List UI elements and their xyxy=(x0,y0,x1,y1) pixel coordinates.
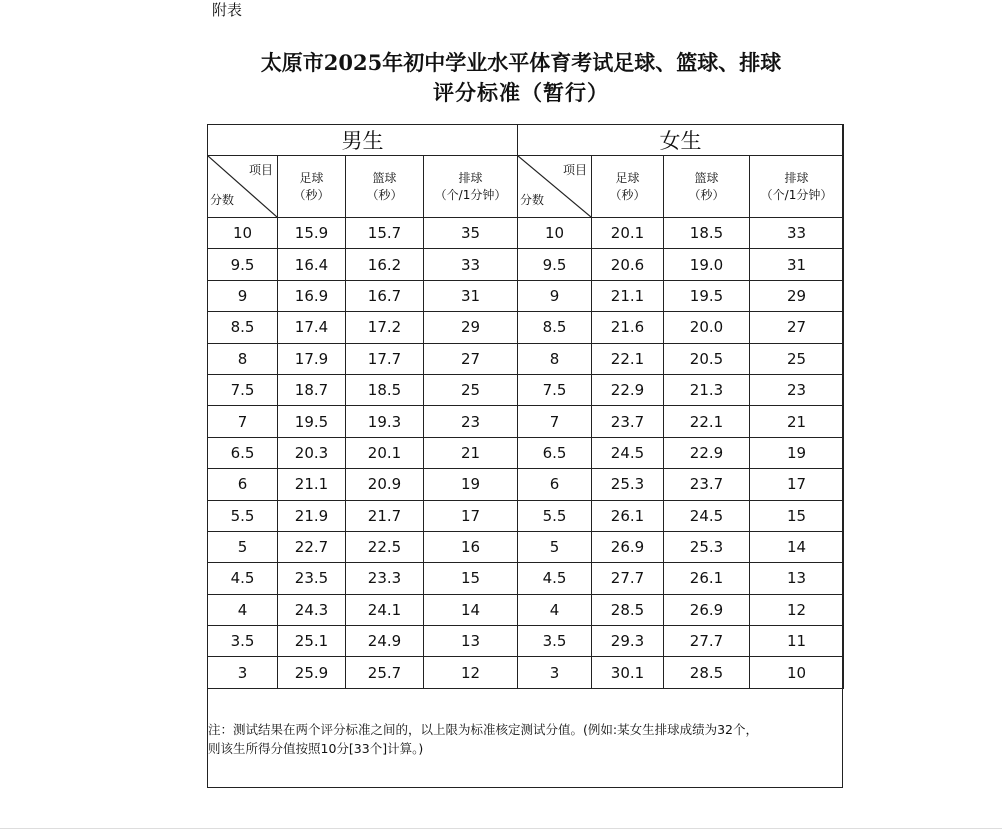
male-basketball-cell: 17.2 xyxy=(346,312,424,343)
male-volleyball-header xyxy=(424,156,518,218)
female-football-cell: 26.9 xyxy=(592,531,664,562)
female-volleyball-cell: 21 xyxy=(750,406,844,437)
score-table xyxy=(207,124,844,689)
female-volleyball-cell: 29 xyxy=(750,280,844,311)
appendix-label: 附表 xyxy=(212,1,243,19)
female-score-cell: 6.5 xyxy=(518,437,592,468)
male-volleyball-cell: 29 xyxy=(424,312,518,343)
male-volleyball-cell: 23 xyxy=(424,406,518,437)
score-label: 分数 xyxy=(520,193,545,207)
female-basketball-cell: 26.1 xyxy=(664,563,750,594)
female-basketball-cell: 20.5 xyxy=(664,343,750,374)
male-basketball-cell: 17.7 xyxy=(346,343,424,374)
female-volleyball-cell: 11 xyxy=(750,626,844,657)
male-volleyball-cell: 19 xyxy=(424,469,518,500)
table-row xyxy=(208,374,844,405)
male-football-cell: 17.4 xyxy=(278,312,346,343)
female-basketball-cell: 25.3 xyxy=(664,531,750,562)
female-basketball-cell: 20.0 xyxy=(664,312,750,343)
male-volleyball-cell: 31 xyxy=(424,280,518,311)
male-basketball-cell: 25.7 xyxy=(346,657,424,688)
female-score-cell: 7 xyxy=(518,406,592,437)
female-football-cell: 22.9 xyxy=(592,374,664,405)
female-football-cell: 20.1 xyxy=(592,218,664,249)
male-basketball-cell: 20.1 xyxy=(346,437,424,468)
basketball-unit: （秒） xyxy=(688,187,725,202)
volleyball-unit: （个/1分钟） xyxy=(434,187,507,202)
male-football-cell: 21.9 xyxy=(278,500,346,531)
male-football-cell: 24.3 xyxy=(278,594,346,625)
table-row xyxy=(208,563,844,594)
male-football-cell: 25.9 xyxy=(278,657,346,688)
table-row xyxy=(208,500,844,531)
male-volleyball-cell: 17 xyxy=(424,500,518,531)
male-football-header xyxy=(278,156,346,218)
female-basketball-cell: 26.9 xyxy=(664,594,750,625)
female-score-cell: 5.5 xyxy=(518,500,592,531)
table-row xyxy=(208,469,844,500)
table-row xyxy=(208,531,844,562)
female-basketball-cell: 19.0 xyxy=(664,249,750,280)
female-basketball-cell: 19.5 xyxy=(664,280,750,311)
male-score-cell: 4.5 xyxy=(208,563,278,594)
female-volleyball-cell: 10 xyxy=(750,657,844,688)
female-volleyball-cell: 19 xyxy=(750,437,844,468)
table-row xyxy=(208,312,844,343)
male-football-cell: 25.1 xyxy=(278,626,346,657)
group-female: 女生 xyxy=(518,125,844,156)
male-basketball-cell: 21.7 xyxy=(346,500,424,531)
table-body xyxy=(208,218,844,689)
male-score-cell: 7 xyxy=(208,406,278,437)
male-basketball-cell: 20.9 xyxy=(346,469,424,500)
basketball-unit: （秒） xyxy=(366,187,403,202)
female-volleyball-cell: 25 xyxy=(750,343,844,374)
female-volleyball-cell: 12 xyxy=(750,594,844,625)
column-header-row xyxy=(208,156,844,218)
table-row xyxy=(208,657,844,688)
group-header-row xyxy=(208,125,844,156)
female-volleyball-header xyxy=(750,156,844,218)
document-subtitle: 评分标准（暂行） xyxy=(433,80,609,105)
female-football-cell: 28.5 xyxy=(592,594,664,625)
female-diagonal-header xyxy=(518,156,592,218)
document-title: 太原市2025年初中学业水平体育考试足球、篮球、排球 xyxy=(260,50,782,75)
male-basketball-cell: 15.7 xyxy=(346,218,424,249)
football-label: 足球 xyxy=(299,170,324,185)
female-volleyball-cell: 27 xyxy=(750,312,844,343)
male-football-cell: 22.7 xyxy=(278,531,346,562)
male-basketball-cell: 23.3 xyxy=(346,563,424,594)
male-score-cell: 3 xyxy=(208,657,278,688)
male-score-cell: 4 xyxy=(208,594,278,625)
female-basketball-cell: 21.3 xyxy=(664,374,750,405)
female-score-cell: 6 xyxy=(518,469,592,500)
male-volleyball-cell: 25 xyxy=(424,374,518,405)
male-score-cell: 5 xyxy=(208,531,278,562)
football-unit: （秒） xyxy=(293,187,330,202)
female-volleyball-cell: 17 xyxy=(750,469,844,500)
male-football-cell: 16.4 xyxy=(278,249,346,280)
male-volleyball-cell: 12 xyxy=(424,657,518,688)
male-volleyball-cell: 13 xyxy=(424,626,518,657)
male-volleyball-cell: 35 xyxy=(424,218,518,249)
item-label: 项目 xyxy=(248,163,273,177)
male-score-cell: 10 xyxy=(208,218,278,249)
male-score-cell: 8.5 xyxy=(208,312,278,343)
male-basketball-cell: 24.9 xyxy=(346,626,424,657)
male-basketball-cell: 19.3 xyxy=(346,406,424,437)
male-football-cell: 15.9 xyxy=(278,218,346,249)
female-volleyball-cell: 13 xyxy=(750,563,844,594)
female-football-cell: 25.3 xyxy=(592,469,664,500)
footnote xyxy=(208,720,838,758)
male-basketball-cell: 24.1 xyxy=(346,594,424,625)
volleyball-label: 排球 xyxy=(458,170,483,185)
female-volleyball-cell: 15 xyxy=(750,500,844,531)
male-football-cell: 16.9 xyxy=(278,280,346,311)
male-football-cell: 21.1 xyxy=(278,469,346,500)
female-basketball-cell: 24.5 xyxy=(664,500,750,531)
footnote-line-1: 注：测试结果在两个评分标准之间的，以上限为标准核定测试分值。(例如:某女生排球成绩为32个， xyxy=(208,722,758,737)
table-row xyxy=(208,437,844,468)
male-football-cell: 18.7 xyxy=(278,374,346,405)
female-score-cell: 10 xyxy=(518,218,592,249)
female-score-cell: 3 xyxy=(518,657,592,688)
female-football-cell: 29.3 xyxy=(592,626,664,657)
male-volleyball-cell: 15 xyxy=(424,563,518,594)
table-row xyxy=(208,343,844,374)
female-score-cell: 5 xyxy=(518,531,592,562)
male-score-cell: 6 xyxy=(208,469,278,500)
male-basketball-cell: 18.5 xyxy=(346,374,424,405)
female-football-cell: 30.1 xyxy=(592,657,664,688)
footnote-line-2: 则该生所得分值按照10分[33个]计算。) xyxy=(208,741,424,756)
male-score-cell: 6.5 xyxy=(208,437,278,468)
male-volleyball-cell: 27 xyxy=(424,343,518,374)
table-row xyxy=(208,280,844,311)
female-football-header xyxy=(592,156,664,218)
female-basketball-cell: 28.5 xyxy=(664,657,750,688)
male-score-cell: 5.5 xyxy=(208,500,278,531)
male-football-cell: 17.9 xyxy=(278,343,346,374)
female-football-cell: 21.6 xyxy=(592,312,664,343)
female-volleyball-cell: 14 xyxy=(750,531,844,562)
female-score-cell: 4 xyxy=(518,594,592,625)
female-score-cell: 9 xyxy=(518,280,592,311)
table-row xyxy=(208,249,844,280)
basketball-label: 篮球 xyxy=(694,170,719,185)
male-basketball-cell: 16.7 xyxy=(346,280,424,311)
female-basketball-cell: 18.5 xyxy=(664,218,750,249)
female-basketball-header xyxy=(664,156,750,218)
female-score-cell: 3.5 xyxy=(518,626,592,657)
football-label: 足球 xyxy=(615,170,640,185)
table-row xyxy=(208,218,844,249)
male-score-cell: 8 xyxy=(208,343,278,374)
female-score-cell: 9.5 xyxy=(518,249,592,280)
score-standard-sheet xyxy=(207,124,843,788)
female-basketball-cell: 22.1 xyxy=(664,406,750,437)
football-unit: （秒） xyxy=(609,187,646,202)
female-volleyball-cell: 31 xyxy=(750,249,844,280)
female-score-cell: 7.5 xyxy=(518,374,592,405)
volleyball-label: 排球 xyxy=(784,170,809,185)
male-score-cell: 9.5 xyxy=(208,249,278,280)
female-football-cell: 26.1 xyxy=(592,500,664,531)
female-football-cell: 21.1 xyxy=(592,280,664,311)
female-score-cell: 4.5 xyxy=(518,563,592,594)
male-basketball-cell: 16.2 xyxy=(346,249,424,280)
volleyball-unit: （个/1分钟） xyxy=(760,187,833,202)
male-volleyball-cell: 33 xyxy=(424,249,518,280)
female-football-cell: 20.6 xyxy=(592,249,664,280)
female-score-cell: 8 xyxy=(518,343,592,374)
female-score-cell: 8.5 xyxy=(518,312,592,343)
female-basketball-cell: 23.7 xyxy=(664,469,750,500)
male-basketball-header xyxy=(346,156,424,218)
basketball-label: 篮球 xyxy=(372,170,397,185)
male-football-cell: 19.5 xyxy=(278,406,346,437)
male-basketball-cell: 22.5 xyxy=(346,531,424,562)
female-football-cell: 24.5 xyxy=(592,437,664,468)
female-football-cell: 23.7 xyxy=(592,406,664,437)
female-football-cell: 22.1 xyxy=(592,343,664,374)
female-basketball-cell: 27.7 xyxy=(664,626,750,657)
male-score-cell: 7.5 xyxy=(208,374,278,405)
table-row xyxy=(208,594,844,625)
page-divider xyxy=(0,828,1002,829)
female-volleyball-cell: 33 xyxy=(750,218,844,249)
female-basketball-cell: 22.9 xyxy=(664,437,750,468)
score-label: 分数 xyxy=(210,193,235,207)
female-volleyball-cell: 23 xyxy=(750,374,844,405)
male-volleyball-cell: 21 xyxy=(424,437,518,468)
male-diagonal-header xyxy=(208,156,278,218)
male-volleyball-cell: 14 xyxy=(424,594,518,625)
female-football-cell: 27.7 xyxy=(592,563,664,594)
male-score-cell: 9 xyxy=(208,280,278,311)
male-volleyball-cell: 16 xyxy=(424,531,518,562)
table-row xyxy=(208,626,844,657)
male-football-cell: 23.5 xyxy=(278,563,346,594)
male-score-cell: 3.5 xyxy=(208,626,278,657)
male-football-cell: 20.3 xyxy=(278,437,346,468)
item-label: 项目 xyxy=(562,163,587,177)
table-row xyxy=(208,406,844,437)
group-male: 男生 xyxy=(208,125,518,156)
